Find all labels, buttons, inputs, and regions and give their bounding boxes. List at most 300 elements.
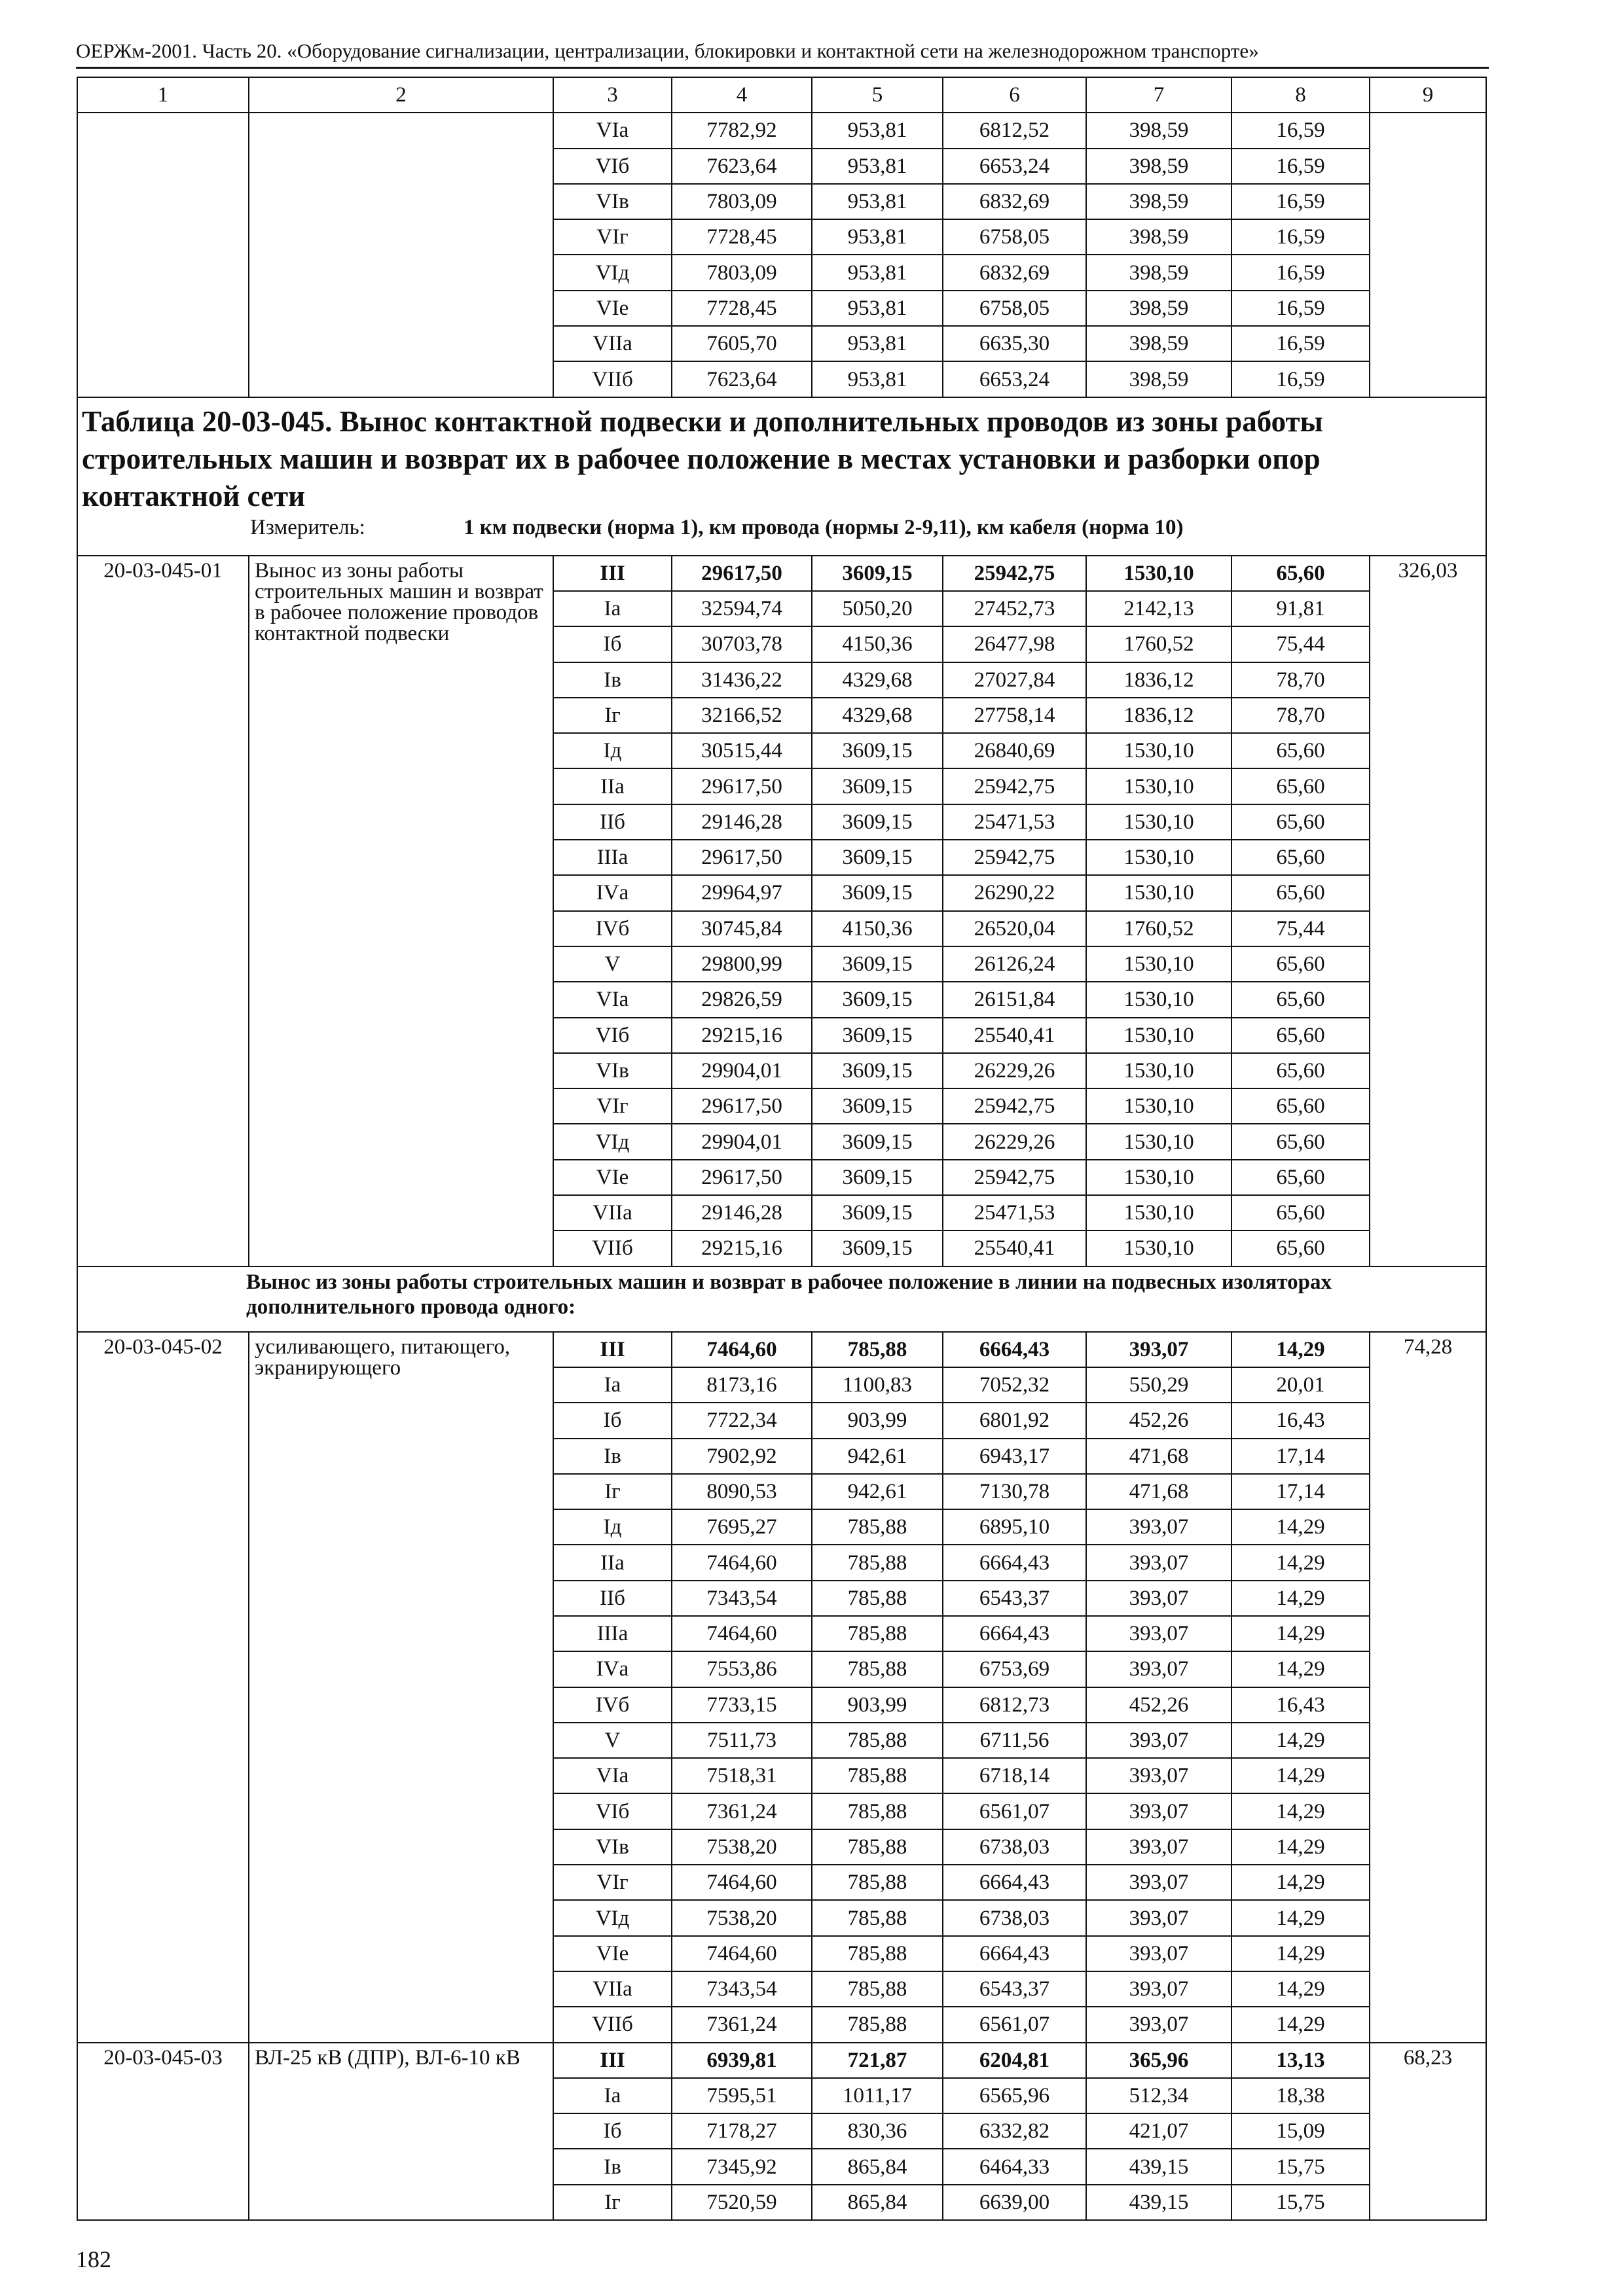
value-cell: 398,59 (1086, 361, 1231, 397)
value-cell: 25471,53 (943, 1195, 1086, 1230)
value-cell: 393,07 (1086, 1332, 1231, 1367)
region-cell: Iд (553, 1509, 672, 1545)
value-cell: 7464,60 (672, 1545, 812, 1580)
value-cell: 785,88 (812, 1793, 943, 1829)
region-cell: VIIб (553, 1230, 672, 1266)
value-cell: 65,60 (1231, 946, 1370, 982)
value-cell: 65,60 (1231, 733, 1370, 768)
page-number: 182 (76, 2246, 111, 2272)
value-cell: 393,07 (1086, 1900, 1231, 1935)
value-cell: 30745,84 (672, 911, 812, 946)
table-row (77, 556, 1486, 591)
value-cell: VIд (553, 255, 672, 290)
value-cell: 6801,92 (943, 1403, 1086, 1438)
value-cell: 393,07 (1086, 1865, 1231, 1900)
value-cell: 3609,15 (812, 556, 943, 591)
value-cell: 1760,52 (1086, 911, 1231, 946)
value-cell: 785,88 (812, 1900, 943, 1935)
value-cell: 785,88 (812, 1332, 943, 1367)
value-cell: 29826,59 (672, 982, 812, 1017)
table-row (77, 2043, 1486, 2078)
value-cell: 25942,75 (943, 768, 1086, 804)
value-cell: 7345,92 (672, 2149, 812, 2184)
value-cell: 17,14 (1231, 1474, 1370, 1509)
header-rule (76, 67, 1489, 69)
value-cell: 393,07 (1086, 1829, 1231, 1865)
value-cell: 6812,73 (943, 1687, 1086, 1723)
value-cell: 6464,33 (943, 2149, 1086, 2184)
value-cell: 6832,69 (943, 255, 1086, 290)
entry-name: усиливающего, питающего, экранирующего (249, 1332, 553, 2043)
region-cell: VIг (553, 1088, 672, 1124)
region-cell: VIа (553, 1758, 672, 1793)
region-cell: Iв (553, 662, 672, 698)
value-cell: 65,60 (1231, 1195, 1370, 1230)
value-cell: 16,59 (1231, 255, 1370, 290)
value-cell: 785,88 (812, 1616, 943, 1651)
value-cell: 6332,82 (943, 2113, 1086, 2149)
region-cell: IIа (553, 768, 672, 804)
region-cell: VIв (553, 1829, 672, 1865)
value-cell: 7538,20 (672, 1829, 812, 1865)
value-cell: 7361,24 (672, 2007, 812, 2042)
value-cell: 26126,24 (943, 946, 1086, 982)
value-cell: 785,88 (812, 1509, 943, 1545)
value-cell: 16,59 (1231, 113, 1370, 148)
value-cell: 6943,17 (943, 1439, 1086, 1474)
group-heading-row (77, 1266, 1486, 1332)
value-cell: 1530,10 (1086, 1230, 1231, 1266)
value-cell: 953,81 (812, 149, 943, 184)
value-cell: 16,59 (1231, 149, 1370, 184)
value-cell: 3609,15 (812, 1230, 943, 1266)
table-row (77, 113, 1486, 148)
value-cell: 65,60 (1231, 840, 1370, 875)
value-cell: 30703,78 (672, 626, 812, 662)
value-cell: VIе (553, 291, 672, 326)
value-cell: 29215,16 (672, 1230, 812, 1266)
value-cell: 7052,32 (943, 1367, 1086, 1403)
value-cell: 16,59 (1231, 361, 1370, 397)
value-cell: 3609,15 (812, 875, 943, 910)
region-cell: IIIа (553, 840, 672, 875)
value-cell: 16,59 (1231, 219, 1370, 255)
value-cell: 785,88 (812, 1971, 943, 2007)
value-cell: 1530,10 (1086, 1088, 1231, 1124)
value-cell: 6639,00 (943, 2185, 1086, 2220)
group-heading: Вынос из зоны работы строительных машин и возврат в рабочее положение в линии на подвесных изоляторах дополнительного провода одного: (77, 1266, 1486, 1332)
region-cell: IVб (553, 1687, 672, 1723)
value-cell: 26520,04 (943, 911, 1086, 946)
value-cell: 20,01 (1231, 1367, 1370, 1403)
value-cell: 7803,09 (672, 184, 812, 219)
code-cell (77, 113, 249, 397)
region-cell: VIб (553, 1793, 672, 1829)
region-cell: III (553, 1332, 672, 1367)
value-cell: 78,70 (1231, 698, 1370, 733)
value-cell: 865,84 (812, 2149, 943, 2184)
value-cell: 13,13 (1231, 2043, 1370, 2078)
value-cell: 30515,44 (672, 733, 812, 768)
value-cell: 65,60 (1231, 556, 1370, 591)
value-cell: 3609,15 (812, 1160, 943, 1195)
value-cell: 398,59 (1086, 113, 1231, 148)
region-cell: VIв (553, 1053, 672, 1088)
value-cell: 3609,15 (812, 840, 943, 875)
column-number: 9 (1370, 77, 1486, 113)
value-cell: 512,34 (1086, 2078, 1231, 2113)
value-cell: 421,07 (1086, 2113, 1231, 2149)
value-cell: 6895,10 (943, 1509, 1086, 1545)
value-cell: 7695,27 (672, 1509, 812, 1545)
value-cell: 6561,07 (943, 1793, 1086, 1829)
table-row (77, 1332, 1486, 1367)
value-cell: 14,29 (1231, 1936, 1370, 1971)
value-cell: 6738,03 (943, 1900, 1086, 1935)
value-cell: 393,07 (1086, 1581, 1231, 1616)
column-number: 7 (1086, 77, 1231, 113)
column-number-row (77, 77, 1486, 113)
value-cell: 953,81 (812, 361, 943, 397)
value-cell: 6832,69 (943, 184, 1086, 219)
value-cell: 16,59 (1231, 291, 1370, 326)
value-cell: 14,29 (1231, 1723, 1370, 1758)
value-cell: 16,43 (1231, 1403, 1370, 1438)
region-cell: IVа (553, 875, 672, 910)
value-cell: 6664,43 (943, 1332, 1086, 1367)
region-cell: IVб (553, 911, 672, 946)
region-cell: Iд (553, 733, 672, 768)
value-cell: 903,99 (812, 1687, 943, 1723)
entry-name: ВЛ-25 кВ (ДПР), ВЛ-6-10 кВ (249, 2043, 553, 2220)
value-cell: 1011,17 (812, 2078, 943, 2113)
region-cell: IIб (553, 1581, 672, 1616)
entry-col9: 326,03 (1370, 556, 1486, 1266)
column-number: 3 (553, 77, 672, 113)
value-cell: 6718,14 (943, 1758, 1086, 1793)
value-cell: 14,29 (1231, 1865, 1370, 1900)
entry-col9: 74,28 (1370, 1332, 1486, 2043)
value-cell: 6664,43 (943, 1616, 1086, 1651)
value-cell: 29617,50 (672, 1160, 812, 1195)
region-cell: V (553, 1723, 672, 1758)
value-cell: 785,88 (812, 1723, 943, 1758)
value-cell: 65,60 (1231, 804, 1370, 840)
value-cell: 75,44 (1231, 911, 1370, 946)
region-cell: V (553, 946, 672, 982)
value-cell: 1836,12 (1086, 698, 1231, 733)
value-cell: 398,59 (1086, 291, 1231, 326)
value-cell: 785,88 (812, 1581, 943, 1616)
value-cell: 1100,83 (812, 1367, 943, 1403)
value-cell: 393,07 (1086, 1936, 1231, 1971)
column-number: 1 (77, 77, 249, 113)
value-cell: 7722,34 (672, 1403, 812, 1438)
value-cell: 8173,16 (672, 1367, 812, 1403)
value-cell: 14,29 (1231, 1793, 1370, 1829)
value-cell: 7130,78 (943, 1474, 1086, 1509)
value-cell: 7538,20 (672, 1900, 812, 1935)
value-cell: 91,81 (1231, 591, 1370, 626)
value-cell: 393,07 (1086, 1616, 1231, 1651)
region-cell: VIд (553, 1900, 672, 1935)
entry-col9: 68,23 (1370, 2043, 1486, 2220)
value-cell: 27758,14 (943, 698, 1086, 733)
value-cell: 1530,10 (1086, 946, 1231, 982)
value-cell: 439,15 (1086, 2149, 1231, 2184)
value-cell: 65,60 (1231, 982, 1370, 1017)
value-cell: 1530,10 (1086, 733, 1231, 768)
value-cell: 1530,10 (1086, 556, 1231, 591)
region-cell: VIIа (553, 1195, 672, 1230)
value-cell: 14,29 (1231, 1332, 1370, 1367)
value-cell: 1836,12 (1086, 662, 1231, 698)
value-cell: 393,07 (1086, 1971, 1231, 2007)
value-cell: 7464,60 (672, 1332, 812, 1367)
value-cell: 7464,60 (672, 1865, 812, 1900)
value-cell: 8090,53 (672, 1474, 812, 1509)
column-number: 2 (249, 77, 553, 113)
value-cell: 25942,75 (943, 1088, 1086, 1124)
region-cell: Iа (553, 591, 672, 626)
running-header: ОЕРЖм-2001. Часть 20. «Оборудование сигнализации, централизации, блокировки и контактной сети на железнодорожном транспорте» (76, 39, 1259, 62)
value-cell: 785,88 (812, 1829, 943, 1865)
value-cell: 14,29 (1231, 1545, 1370, 1580)
value-cell: 29146,28 (672, 804, 812, 840)
value-cell: 7178,27 (672, 2113, 812, 2149)
value-cell: 14,29 (1231, 1509, 1370, 1545)
region-cell: Iг (553, 698, 672, 733)
value-cell: 398,59 (1086, 326, 1231, 361)
value-cell: 7361,24 (672, 1793, 812, 1829)
region-cell: Iа (553, 1367, 672, 1403)
value-cell: 14,29 (1231, 1900, 1370, 1935)
value-cell: 953,81 (812, 326, 943, 361)
value-cell: VIа (553, 113, 672, 148)
value-cell: 6543,37 (943, 1581, 1086, 1616)
region-cell: VIд (553, 1124, 672, 1159)
value-cell: 17,14 (1231, 1439, 1370, 1474)
value-cell: 25540,41 (943, 1018, 1086, 1053)
value-cell: 471,68 (1086, 1474, 1231, 1509)
entry-code: 20-03-045-01 (77, 556, 249, 1266)
value-cell: 6812,52 (943, 113, 1086, 148)
value-cell: 4329,68 (812, 698, 943, 733)
entry-code: 20-03-045-03 (77, 2043, 249, 2220)
value-cell: 1530,10 (1086, 804, 1231, 840)
value-cell: 393,07 (1086, 1793, 1231, 1829)
region-cell: Iв (553, 2149, 672, 2184)
value-cell: 3609,15 (812, 804, 943, 840)
region-cell: IVа (553, 1651, 672, 1687)
value-cell: 1530,10 (1086, 840, 1231, 875)
value-cell: 393,07 (1086, 1723, 1231, 1758)
value-cell: 1530,10 (1086, 982, 1231, 1017)
value-cell: 865,84 (812, 2185, 943, 2220)
value-cell: 29146,28 (672, 1195, 812, 1230)
value-cell: 3609,15 (812, 1124, 943, 1159)
value-cell: 3609,15 (812, 982, 943, 1017)
value-cell: 398,59 (1086, 255, 1231, 290)
value-cell: 3609,15 (812, 1088, 943, 1124)
value-cell: 14,29 (1231, 1616, 1370, 1651)
value-cell: 7343,54 (672, 1581, 812, 1616)
value-cell: 75,44 (1231, 626, 1370, 662)
value-cell: 6561,07 (943, 2007, 1086, 2042)
value-cell: 65,60 (1231, 1160, 1370, 1195)
value-cell: 550,29 (1086, 1367, 1231, 1403)
value-cell: 7464,60 (672, 1616, 812, 1651)
value-cell: 14,29 (1231, 1581, 1370, 1616)
value-cell: 7803,09 (672, 255, 812, 290)
value-cell: 452,26 (1086, 1403, 1231, 1438)
value-cell: 830,36 (812, 2113, 943, 2149)
value-cell: 65,60 (1231, 1088, 1370, 1124)
column-number: 4 (672, 77, 812, 113)
value-cell: 6635,30 (943, 326, 1086, 361)
value-cell: 785,88 (812, 1758, 943, 1793)
value-cell: 65,60 (1231, 1018, 1370, 1053)
value-cell: 7623,64 (672, 361, 812, 397)
region-cell: Iб (553, 2113, 672, 2149)
value-cell: 31436,22 (672, 662, 812, 698)
value-cell: 65,60 (1231, 875, 1370, 910)
value-cell: 1530,10 (1086, 1053, 1231, 1088)
value-cell: 15,75 (1231, 2185, 1370, 2220)
value-cell: 398,59 (1086, 149, 1231, 184)
region-cell: Iа (553, 2078, 672, 2113)
region-cell: IIа (553, 1545, 672, 1580)
value-cell: 29617,50 (672, 768, 812, 804)
value-cell: 14,29 (1231, 1758, 1370, 1793)
value-cell: 1530,10 (1086, 1195, 1231, 1230)
value-cell: 7733,15 (672, 1687, 812, 1723)
value-cell: 7728,45 (672, 219, 812, 255)
region-cell: VIIа (553, 1971, 672, 2007)
value-cell: 6204,81 (943, 2043, 1086, 2078)
value-cell: 471,68 (1086, 1439, 1231, 1474)
value-cell: 7728,45 (672, 291, 812, 326)
value-cell: 25942,75 (943, 556, 1086, 591)
value-cell: VIг (553, 219, 672, 255)
value-cell: 18,38 (1231, 2078, 1370, 2113)
value-cell: 721,87 (812, 2043, 943, 2078)
region-cell: VIб (553, 1018, 672, 1053)
value-cell: 15,75 (1231, 2149, 1370, 2184)
entry-code: 20-03-045-02 (77, 1332, 249, 2043)
value-cell: 393,07 (1086, 1651, 1231, 1687)
value-cell: 953,81 (812, 113, 943, 148)
value-cell: 65,60 (1231, 768, 1370, 804)
value-cell: 29904,01 (672, 1053, 812, 1088)
value-cell: 1530,10 (1086, 875, 1231, 910)
value-cell: 4150,36 (812, 626, 943, 662)
value-cell: 785,88 (812, 1545, 943, 1580)
value-cell: 16,59 (1231, 184, 1370, 219)
value-cell: 1530,10 (1086, 1160, 1231, 1195)
table-body (77, 77, 1486, 2220)
value-cell: 452,26 (1086, 1687, 1231, 1723)
value-cell: 942,61 (812, 1439, 943, 1474)
value-cell: 393,07 (1086, 1758, 1231, 1793)
value-cell: 6738,03 (943, 1829, 1086, 1865)
value-cell: 953,81 (812, 184, 943, 219)
value-cell: 29617,50 (672, 556, 812, 591)
value-cell: 439,15 (1086, 2185, 1231, 2220)
value-cell: 6664,43 (943, 1545, 1086, 1580)
value-cell: 26229,26 (943, 1053, 1086, 1088)
region-cell: Iг (553, 2185, 672, 2220)
value-cell: 29215,16 (672, 1018, 812, 1053)
region-cell: VIIб (553, 2007, 672, 2042)
value-cell: 365,96 (1086, 2043, 1231, 2078)
value-cell: 32594,74 (672, 591, 812, 626)
value-cell: 3609,15 (812, 1195, 943, 1230)
value-cell: 1530,10 (1086, 1124, 1231, 1159)
value-cell: 903,99 (812, 1403, 943, 1438)
value-cell: 29904,01 (672, 1124, 812, 1159)
value-cell: 6758,05 (943, 219, 1086, 255)
measure-line (82, 515, 1482, 540)
value-cell: 785,88 (812, 2007, 943, 2042)
value-cell: 6939,81 (672, 2043, 812, 2078)
value-cell: 16,43 (1231, 1687, 1370, 1723)
value-cell: 14,29 (1231, 1971, 1370, 2007)
column-number: 8 (1231, 77, 1370, 113)
value-cell: 785,88 (812, 1651, 943, 1687)
region-cell: IIIа (553, 1616, 672, 1651)
value-cell: 29964,97 (672, 875, 812, 910)
value-cell: 4329,68 (812, 662, 943, 698)
value-cell: 393,07 (1086, 1509, 1231, 1545)
value-cell: 26290,22 (943, 875, 1086, 910)
value-cell: 398,59 (1086, 219, 1231, 255)
value-cell: 2142,13 (1086, 591, 1231, 626)
value-cell: 5050,20 (812, 591, 943, 626)
region-cell: VIе (553, 1936, 672, 1971)
value-cell: 6543,37 (943, 1971, 1086, 2007)
value-cell: 1760,52 (1086, 626, 1231, 662)
value-cell: 3609,15 (812, 768, 943, 804)
value-cell: 953,81 (812, 219, 943, 255)
value-cell: 785,88 (812, 1865, 943, 1900)
value-cell: 6758,05 (943, 291, 1086, 326)
value-cell: 4150,36 (812, 911, 943, 946)
value-cell: 29800,99 (672, 946, 812, 982)
value-cell: 65,60 (1231, 1230, 1370, 1266)
value-cell: 29617,50 (672, 1088, 812, 1124)
value-cell: 26477,98 (943, 626, 1086, 662)
value-cell: 7782,92 (672, 113, 812, 148)
value-cell: 29617,50 (672, 840, 812, 875)
value-cell: VIб (553, 149, 672, 184)
value-cell: 78,70 (1231, 662, 1370, 698)
value-cell: 7520,59 (672, 2185, 812, 2220)
table-title: Таблица 20-03-045. Вынос контактной подвески и дополнительных проводов из зоны работы строительных машин и возврат их в рабочее положение в местах установки и разборки опор контактной сети (82, 404, 1323, 512)
table-title-cell (77, 397, 1486, 556)
value-cell: 14,29 (1231, 1829, 1370, 1865)
value-cell: 7623,64 (672, 149, 812, 184)
value-cell: 6664,43 (943, 1865, 1086, 1900)
value-cell: 26151,84 (943, 982, 1086, 1017)
value-cell: 25942,75 (943, 1160, 1086, 1195)
region-cell: III (553, 2043, 672, 2078)
value-cell: 25540,41 (943, 1230, 1086, 1266)
price-table (77, 77, 1487, 2221)
value-cell: 7902,92 (672, 1439, 812, 1474)
value-cell: 27452,73 (943, 591, 1086, 626)
name-cell (249, 113, 553, 397)
